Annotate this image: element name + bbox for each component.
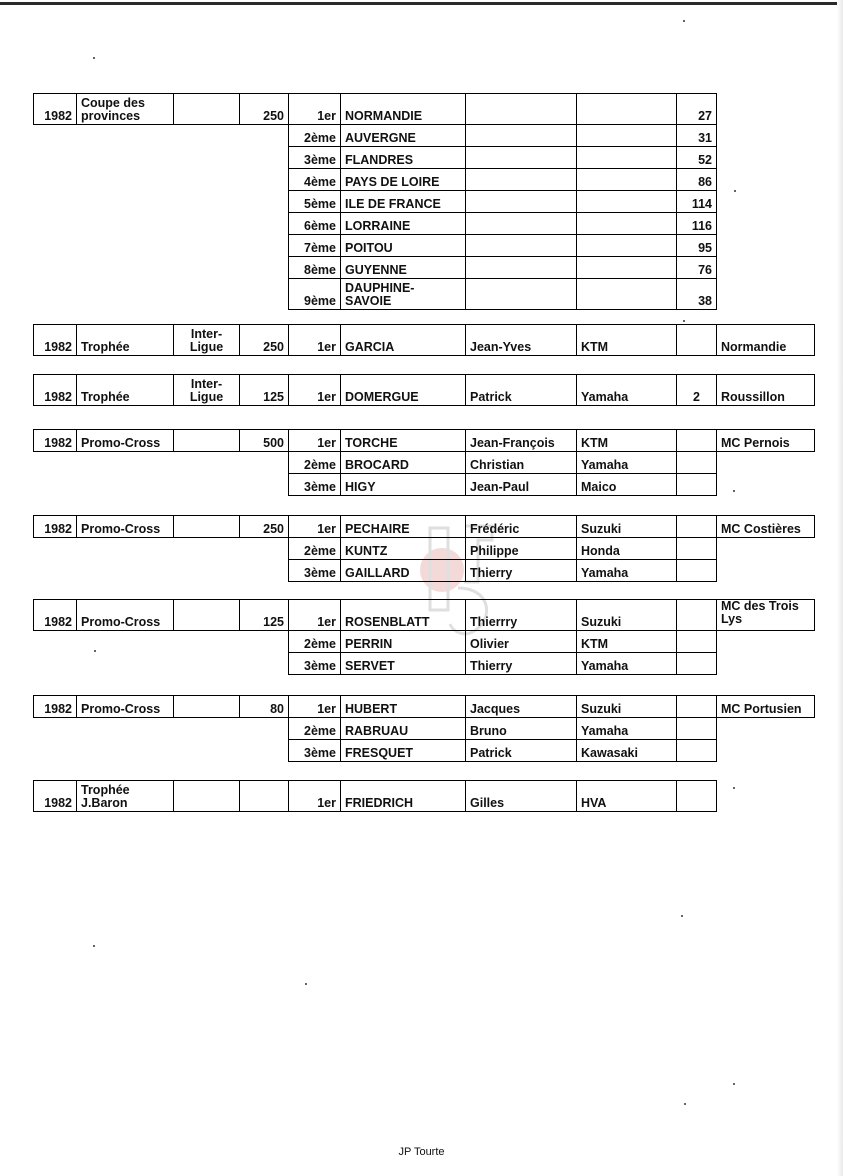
points-cell: 38 [677, 279, 717, 310]
subevent-cell [174, 600, 240, 631]
firstname-cell [466, 147, 577, 169]
position-cell: 1er [289, 325, 341, 356]
make-cell [577, 125, 677, 147]
make-cell: HVA [577, 781, 677, 812]
table-row [34, 257, 815, 279]
table-row [34, 94, 815, 125]
make-cell: Yamaha [577, 718, 677, 740]
firstname-cell: Thierry [466, 653, 577, 675]
class-cell: 80 [240, 696, 289, 718]
make-cell: Suzuki [577, 600, 677, 631]
name-cell: NORMANDIE [341, 94, 466, 125]
position-cell: 8ème [289, 257, 341, 279]
make-cell [577, 169, 677, 191]
page-edge-shadow [837, 0, 843, 1176]
points-cell: 114 [677, 191, 717, 213]
club-cell [717, 781, 815, 812]
event-cell: Trophée [77, 375, 174, 406]
table-row [34, 125, 815, 147]
make-cell: Suzuki [577, 516, 677, 538]
make-cell: Maico [577, 474, 677, 496]
scan-speck [733, 787, 735, 789]
points-cell: 76 [677, 257, 717, 279]
table-row [34, 375, 815, 406]
table-row [34, 653, 815, 675]
event-cell: Trophée [77, 325, 174, 356]
make-cell [577, 235, 677, 257]
class-cell: 250 [240, 516, 289, 538]
name-cell: ILE DE FRANCE [341, 191, 466, 213]
firstname-cell: Jean-Paul [466, 474, 577, 496]
make-cell: Honda [577, 538, 677, 560]
name-cell: PERRIN [341, 631, 466, 653]
table-row [34, 631, 815, 653]
name-cell: DAUPHINE- SAVOIE [341, 279, 466, 310]
year-cell: 1982 [34, 696, 77, 718]
name-cell: DOMERGUE [341, 375, 466, 406]
class-cell: 250 [240, 325, 289, 356]
year-cell: 1982 [34, 325, 77, 356]
points-cell [677, 653, 717, 675]
make-cell: Yamaha [577, 560, 677, 582]
name-cell: ROSENBLATT [341, 600, 466, 631]
name-cell: FRESQUET [341, 740, 466, 762]
name-cell: POITOU [341, 235, 466, 257]
results-block-promo-125 [33, 599, 815, 675]
make-cell: KTM [577, 631, 677, 653]
make-cell [577, 257, 677, 279]
points-cell: 2 [677, 375, 717, 406]
table-row [34, 781, 815, 812]
firstname-cell [466, 125, 577, 147]
table-row [34, 325, 815, 356]
event-cell: Promo-Cross [77, 516, 174, 538]
firstname-cell: Jean-François [466, 430, 577, 452]
table-row [34, 474, 815, 496]
position-cell: 2ème [289, 452, 341, 474]
table-row [34, 740, 815, 762]
name-cell: FLANDRES [341, 147, 466, 169]
points-cell [677, 560, 717, 582]
points-cell [677, 452, 717, 474]
footer-author: JP Tourte [398, 1146, 445, 1158]
scan-speck [683, 20, 685, 22]
make-cell [577, 213, 677, 235]
subevent-cell [174, 516, 240, 538]
subevent-cell [174, 430, 240, 452]
position-cell: 1er [289, 600, 341, 631]
firstname-cell: Gilles [466, 781, 577, 812]
event-cell: Trophée J.Baron [77, 781, 174, 812]
points-cell: 52 [677, 147, 717, 169]
make-cell: Yamaha [577, 452, 677, 474]
position-cell: 1er [289, 781, 341, 812]
position-cell: 2ème [289, 631, 341, 653]
name-cell: PAYS DE LOIRE [341, 169, 466, 191]
event-cell: Promo-Cross [77, 430, 174, 452]
points-cell: 27 [677, 94, 717, 125]
results-block-coupe-provinces [33, 93, 814, 310]
scan-speck [734, 190, 736, 192]
table-row [34, 600, 815, 631]
table-row [34, 169, 815, 191]
make-cell [577, 94, 677, 125]
make-cell: KTM [577, 325, 677, 356]
table-row [34, 718, 815, 740]
event-cell: Coupe des provinces [77, 94, 174, 125]
firstname-cell [466, 213, 577, 235]
firstname-cell: Christian [466, 452, 577, 474]
position-cell: 3ème [289, 560, 341, 582]
subevent-cell: Inter- Ligue [174, 375, 240, 406]
position-cell: 9ème [289, 279, 341, 310]
points-cell: 116 [677, 213, 717, 235]
points-cell [677, 696, 717, 718]
firstname-cell: Jacques [466, 696, 577, 718]
scan-speck [305, 983, 307, 985]
name-cell: FRIEDRICH [341, 781, 466, 812]
points-cell [677, 474, 717, 496]
firstname-cell [466, 191, 577, 213]
results-block-promo-500 [33, 429, 815, 496]
table-row [34, 213, 815, 235]
points-cell [677, 631, 717, 653]
position-cell: 2ème [289, 538, 341, 560]
table-row [34, 538, 815, 560]
year-cell: 1982 [34, 430, 77, 452]
subevent-cell [174, 94, 240, 125]
class-cell [240, 781, 289, 812]
position-cell: 4ème [289, 169, 341, 191]
points-cell [677, 740, 717, 762]
position-cell: 3ème [289, 653, 341, 675]
scan-speck [733, 1083, 735, 1085]
name-cell: BROCARD [341, 452, 466, 474]
scan-speck [94, 650, 96, 652]
points-cell [677, 781, 717, 812]
make-cell: Kawasaki [577, 740, 677, 762]
table-row [34, 516, 815, 538]
points-cell [677, 325, 717, 356]
firstname-cell: Olivier [466, 631, 577, 653]
position-cell: 2ème [289, 125, 341, 147]
name-cell: SERVET [341, 653, 466, 675]
make-cell [577, 147, 677, 169]
table-row [34, 191, 815, 213]
name-cell: RABRUAU [341, 718, 466, 740]
name-cell: LORRAINE [341, 213, 466, 235]
table-row [34, 452, 815, 474]
points-cell: 86 [677, 169, 717, 191]
make-cell: KTM [577, 430, 677, 452]
position-cell: 1er [289, 516, 341, 538]
subevent-cell [174, 696, 240, 718]
firstname-cell [466, 257, 577, 279]
firstname-cell: Bruno [466, 718, 577, 740]
scan-speck [93, 57, 95, 59]
scan-speck [684, 1103, 686, 1105]
position-cell: 6ème [289, 213, 341, 235]
year-cell: 1982 [34, 516, 77, 538]
firstname-cell: Patrick [466, 375, 577, 406]
position-cell: 3ème [289, 740, 341, 762]
subevent-cell: Inter- Ligue [174, 325, 240, 356]
name-cell: HIGY [341, 474, 466, 496]
firstname-cell: Thierrry [466, 600, 577, 631]
position-cell: 5ème [289, 191, 341, 213]
event-cell: Promo-Cross [77, 696, 174, 718]
position-cell: 3ème [289, 147, 341, 169]
club-cell [717, 94, 815, 125]
top-rule [0, 2, 843, 5]
table-row [34, 279, 815, 310]
position-cell: 1er [289, 94, 341, 125]
make-cell: Suzuki [577, 696, 677, 718]
points-cell [677, 516, 717, 538]
results-block-interligue-250 [33, 324, 815, 356]
name-cell: PECHAIRE [341, 516, 466, 538]
results-block-promo-80 [33, 695, 815, 762]
results-block-interligue-125 [33, 374, 815, 406]
position-cell: 7ème [289, 235, 341, 257]
make-cell: Yamaha [577, 653, 677, 675]
points-cell: 31 [677, 125, 717, 147]
make-cell [577, 191, 677, 213]
class-cell: 250 [240, 94, 289, 125]
year-cell: 1982 [34, 600, 77, 631]
class-cell: 125 [240, 600, 289, 631]
points-cell [677, 430, 717, 452]
name-cell: GARCIA [341, 325, 466, 356]
firstname-cell [466, 94, 577, 125]
points-cell [677, 600, 717, 631]
club-cell: Roussillon [717, 375, 815, 406]
class-cell: 125 [240, 375, 289, 406]
firstname-cell [466, 279, 577, 310]
make-cell: Yamaha [577, 375, 677, 406]
position-cell: 1er [289, 696, 341, 718]
name-cell: GAILLARD [341, 560, 466, 582]
class-cell: 500 [240, 430, 289, 452]
name-cell: AUVERGNE [341, 125, 466, 147]
points-cell [677, 538, 717, 560]
club-cell: MC des Trois Lys [717, 600, 815, 631]
points-cell [677, 718, 717, 740]
club-cell: MC Costières [717, 516, 815, 538]
results-block-promo-250 [33, 515, 815, 582]
year-cell: 1982 [34, 375, 77, 406]
table-row [34, 696, 815, 718]
position-cell: 1er [289, 375, 341, 406]
firstname-cell: Frédéric [466, 516, 577, 538]
table-row [34, 235, 815, 257]
name-cell: KUNTZ [341, 538, 466, 560]
firstname-cell [466, 235, 577, 257]
year-cell: 1982 [34, 781, 77, 812]
club-cell: MC Portusien [717, 696, 815, 718]
table-row [34, 560, 815, 582]
firstname-cell: Thierry [466, 560, 577, 582]
firstname-cell: Philippe [466, 538, 577, 560]
scan-speck [93, 945, 95, 947]
position-cell: 1er [289, 430, 341, 452]
name-cell: HUBERT [341, 696, 466, 718]
position-cell: 2ème [289, 718, 341, 740]
club-cell: MC Pernois [717, 430, 815, 452]
results-block-trophee-jbaron [33, 780, 814, 812]
table-row [34, 430, 815, 452]
year-cell: 1982 [34, 94, 77, 125]
points-cell: 95 [677, 235, 717, 257]
scan-speck [683, 320, 685, 322]
position-cell: 3ème [289, 474, 341, 496]
firstname-cell [466, 169, 577, 191]
make-cell [577, 279, 677, 310]
table-row [34, 147, 815, 169]
name-cell: TORCHE [341, 430, 466, 452]
firstname-cell: Jean-Yves [466, 325, 577, 356]
scan-speck [681, 915, 683, 917]
name-cell: GUYENNE [341, 257, 466, 279]
club-cell: Normandie [717, 325, 815, 356]
firstname-cell: Patrick [466, 740, 577, 762]
scan-speck [733, 490, 735, 492]
event-cell: Promo-Cross [77, 600, 174, 631]
subevent-cell [174, 781, 240, 812]
